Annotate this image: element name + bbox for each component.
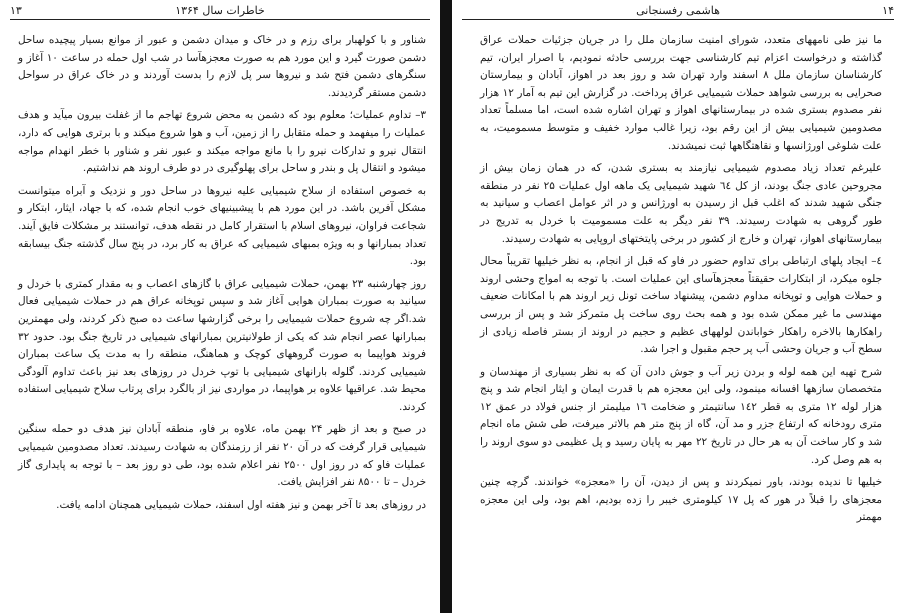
paragraph: ما نیز طی نامههای متعدد، شورای امنیت سازمان ملل را در جریان جزئیات حملات عراق گذاشته و درخواست اعزام تیم کارشناسی جهت بررسی حادثه نمودیم، با اصرار ایران، تیم کارشناسان سازمان ملل ۸ اسفند وارد تهران شد و روز بعد در اهواز، آبادان و بیمارستان صحرایی به بررسی شواهد حملات شیمیایی عراق پرداخت. در گزارش این تیم به آمار ۱۲ هزار نفر مصدوم بستری شده در بیمارستانهای اهواز و تهران اشاره شده است، اما مسلماً تعداد مصدومین شیمیایی بیش از این رقم بود، زیرا غالب موارد خفیف و متوسط مسمومیت، به علت شلوغی اورژانسها و نقاهتگاهها ثبت نمیشدند.	[480, 34, 882, 152]
right-page-number: ۱۴	[882, 4, 894, 17]
left-page-body	[18, 32, 426, 519]
paragraph: در روزهای بعد تا آخر بهمن و نیز هفته اول اسفند، حملات شیمیایی همچنان ادامه یافت.	[56, 498, 426, 511]
paragraph: ۳– تداوم عملیات؛ معلوم بود که دشمن به محض شروع تهاجم ما از غفلت بیرون میآید و هدف عملیات را میفهمد و حمله متقابل را از زمین، آب و هوا شروع میکند و با برتری هوایی که دارد، انتقال نیرو و تدارکات نیرو را با مانع مواجه میکند و عبور نفر و شناور با خطر انهدام مواجه میشود و انتقال پل و بندر و ساحل برای پهلوگیری در دو طرف اروند هم نداشتیم.	[18, 109, 426, 175]
paragraph: علیرغم تعداد زیاد مصدوم شیمیایی نیازمند به بستری شدن، که در همان زمان بیش از مجروحین عادی جنگ بودند، از کل ٦٤ شهید شیمیایی یک ماهه اول عملیات ۲۵ نفر در منطقه جنگی شهید شدند که اغلب قبل از رسیدن به اورژانس و در اثر عوامل اعصاب و سیانید به طور گروهی به شهادت رسیدند. ۳۹ نفر دیگر به علت مسمومیت با خردل به تدریج در بیمارستانهای اهواز، تهران و خارج از کشور در برخی پایتختهای اروپایی به شهادت رسیدند.	[480, 162, 882, 245]
paragraph: ٤– ایجاد پلهای ارتباطی برای تداوم حضور در فاو که قبل از انجام، به نظر خیلیها تقریباً محال جلوه میکرد، از ابتکارات حقیقتاً معجزهآسای این عملیات است. با توجه به امواج وحشی اروند و حملات هوایی و توپخانه مداوم دشمن، پیشنهاد ساخت تونل زیر اروند هم با امکانات ضعیف مهندسی ما غیر ممکن شده بود و همه بحث روی ساخت پل متمرکز شد و پس از بررسی راهکارها بالاخره راهکار خواباندن لولههای عظیم و حجیم در اروند از بستر فاصله زیادی از سطح آب و جریان وحشی آب پر حجم مقبول و اجرا شد.	[480, 255, 882, 356]
book-gutter	[440, 0, 452, 613]
right-page-running-title: هاشمی رفسنجانی	[636, 4, 720, 17]
left-page	[0, 0, 440, 613]
paragraph: به خصوص استفاده از سلاح شیمیایی علیه نیروها در ساحل دور و نزدیک و آبراه میتوانست مشکل آفرین باشد. در این مورد هم با پیشبینیهای خوب انجام شده، که با جهاد، ایثار، ابتکار و شجاعت فراوان، نیروهای اسلام با استقرار کامل در نقطه هدف، توانستند بر مشکلات فایق آیند. تعداد بمبارانها و به ویژه بمبهای شیمیایی که عراق به کار برد، در پنج سال گذشته جنگ بیسابقه بود.	[18, 184, 426, 268]
paragraph: در صبح و بعد از ظهر ۲۴ بهمن ماه، علاوه بر فاو، منطقه آبادان نیز هدف دو حمله سنگین شیمیایی قرار گرفت که در آن ۲۰ نفر از رزمندگان به شهادت رسیدند. تعداد مصدومین شیمیایی عملیات فاو که در روز اول ۲۵۰۰ نفر اعلام شده بود، طی دو روز بعد – با توجه به پایداری گاز خردل – تا ۸۵۰۰ نفر افزایش یافت.	[18, 423, 426, 489]
right-page-header	[462, 3, 894, 20]
left-page-number: ۱۳	[10, 4, 22, 17]
left-page-running-title: خاطرات سال ۱۳۶۴	[175, 4, 265, 17]
right-page	[452, 0, 904, 613]
right-page-body	[480, 32, 882, 532]
paragraph: روز چهارشنبه ۲۳ بهمن، حملات شیمیایی عراق با گازهای اعصاب و به مقدار کمتری با خردل و سیانید به صورت بمباران هوایی آغاز شد و سپس توپخانه عراق هم در حملات شیمیایی فعال شد.اگر چه شروع حملات شیمیایی را برخی گزارشها ساعت ده صبح ذکر کردند، ولی مهمترین بمبارانها عصر انجام شد که یکی از طولانیترین بمبارانهای شیمیایی در تاریخ جنگ بود. حدود ۳۲ فروند هواپیما به صورت گروههای کوچک و هماهنگ، منطقه را به مدت یک ساعت بمباران شیمیایی کردند. گلوله بارانهای شیمیایی با توپ خردل در روزهای بعد نیز باعث تداوم آلودگی محیط شد. عراقیها علاوه بر هواپیما، در مواردی نیز از بالگرد برای پرتاب سلاح شیمیایی استفاده کردند.	[18, 277, 426, 413]
left-page-header	[10, 3, 430, 20]
paragraph: شناور و با کولهبار برای رزم و در خاک و میدان دشمن و عبور از موانع بسیار پیچیده ساحل دشمن صورت گیرد و این مورد هم به صورت معجزهآسا در شب اول حمله در ساعت ۱۰ آغاز و سنگرهای دشمن فتح شد و نیروها سر پل لازم را بدست آوردند و در خاک عراق در سواحل دشمن مستقر گردیدند.	[18, 34, 426, 99]
paragraph: شرح تهیه این همه لوله و بردن زیر آب و جوش دادن آن که به نظر بسیاری از مهندسان و متخصصان سازهها افسانه مینمود، ولی این معجزه هم با قدرت ایمان و ایثار انجام شد و پنج هزار لوله ۱۲ متری به قطر ۱٤۲ سانتیمتر و ضخامت ۱٦ میلیمتر از جنس فولاد در عمق ۱۲ متری رودخانه که ارتفاع جزر و مد آن، گاه از پنج متر هم بالاتر میرفت، طی شش ماه انجام شد و کار ساخت آن به هر حال در تاریخ ۲۲ مهر به پایان رسید و پل عظیمی دو سوی اروند را به هم وصل کرد.	[480, 365, 882, 466]
paragraph: خیلیها تا ندیده بودند، باور نمیکردند و پس از دیدن، آن را «معجزه» خواندند. گرچه چنین معجزهای را قبلاً در هور که پل ۱۷ کیلومتری خیبر را زده بودیم، اهم بود، ولی این معجزه مهمتر	[480, 476, 882, 524]
